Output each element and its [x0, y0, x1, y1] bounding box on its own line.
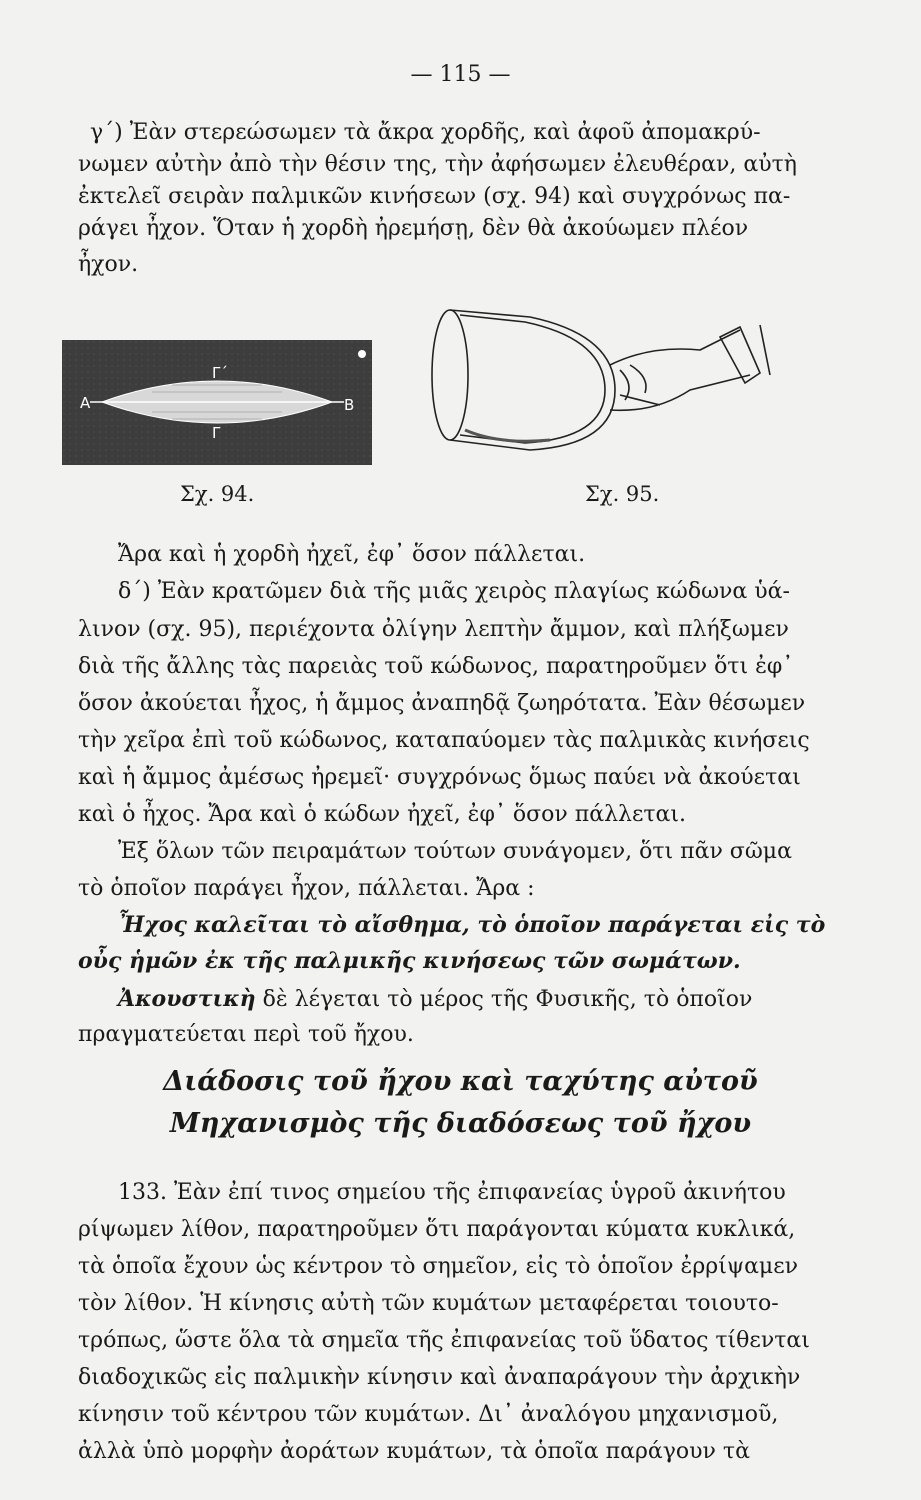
definition-line: οὖς ἡμῶν ἐκ τῆς παλμικῆς κινήσεως τῶν σωμάτων. — [78, 948, 741, 974]
text-line: Ἄρα καὶ ἡ χορδὴ ἠχεῖ, ἐφ᾽ ὅσον πάλλεται. — [118, 542, 586, 567]
text-line: ἦχον. — [78, 252, 139, 277]
figure-95-glass-bell — [420, 295, 780, 465]
text-rest: δὲ λέγεται τὸ μέρος τῆς Φυσικῆς, τὸ ὁποῖον — [255, 987, 753, 1012]
text-line: τὸ ὁποῖον παράγει ἦχον, πάλλεται. Ἄρα : — [78, 876, 535, 901]
figure-95-caption: Σχ. 95. — [585, 482, 660, 506]
text-line: λινον (σχ. 95), περιέχοντα ὀλίγην λεπτὴν ἄμμον, καὶ πλήξωμεν — [78, 617, 789, 642]
text-line: ρίψωμεν λίθον, παρατηροῦμεν ὅτι παράγονται κύματα κυκλικά, — [78, 1217, 796, 1242]
text-line: τὴν χεῖρα ἐπὶ τοῦ κώδωνος, καταπαύομεν τὰς παλμικὰς κινήσεις — [78, 728, 810, 753]
label-g-bottom: Γ — [212, 424, 221, 442]
text-line: ἀλλὰ ὑπὸ μορφὴν ἀοράτων κυμάτων, τὰ ὁποῖα παράγουν τὰ — [78, 1439, 750, 1464]
heading-line: Μηχανισμὸς τῆς διαδόσεως τοῦ ἤχου — [169, 1108, 752, 1139]
text-line: διαδοχικῶς εἰς παλμικὴν κίνησιν καὶ ἀναπαράγουν τὴν ἀρχικὴν — [78, 1365, 801, 1390]
text-line: ράγει ἦχον. Ὅταν ἡ χορδὴ ἠρεμήσῃ, δὲν θὰ ἀκούωμεν πλέον — [78, 216, 749, 241]
text-line: κίνησιν τοῦ κέντρου τῶν κυμάτων. Δι᾽ ἀναλόγου μηχανισμοῦ, — [78, 1402, 779, 1427]
text-line: γ΄) Ἐὰν στερεώσωμεν τὰ ἄκρα χορδῆς, καὶ ἀφοῦ ἀπομακρύ- — [90, 120, 761, 145]
heading-line: Διάδοσις τοῦ ἤχου καὶ ταχύτης αὐτοῦ — [163, 1066, 758, 1097]
text-line: δ΄) Ἐὰν κρατῶμεν διὰ τῆς μιᾶς χειρὸς πλαγίως κώδωνα ὑά- — [118, 579, 790, 604]
text-line: καὶ ἡ ἄμμος ἀμέσως ἠρεμεῖ· συγχρόνως ὅμως παύει νὰ ἀκούεται — [78, 765, 801, 790]
text-line: ἐκτελεῖ σειρὰν παλμικῶν κινήσεων (σχ. 94) καὶ συγχρόνως πα- — [78, 184, 791, 209]
label-b: Β — [344, 396, 355, 414]
figure-94-vibrating-string — [62, 340, 372, 465]
definition-line: Ἦχος καλεῖται τὸ αἴσθημα, τὸ ὁποῖον παράγεται εἰς τὸ — [118, 912, 826, 938]
text-line: τὰ ὁποῖα ἔχουν ὡς κέντρον τὸ σημεῖον, εἰς τὸ ὁποῖον ἐρρίψαμεν — [78, 1254, 799, 1279]
text-line: Ἐξ ὅλων τῶν πειραμάτων τούτων συνάγομεν, ὅτι πᾶν σῶμα — [118, 839, 792, 864]
string-diagram — [62, 340, 372, 465]
term-acoustics: Ἀκουστικὴ — [118, 986, 256, 1012]
text-line: τὸν λίθον. Ἡ κίνησις αὐτὴ τῶν κυμάτων μεταφέρεται τοιουτο- — [78, 1291, 779, 1316]
bell-diagram — [420, 295, 780, 465]
text-line: διὰ τῆς ἄλλης τὰς παρειὰς τοῦ κώδωνος, παρατηροῦμεν ὅτι ἐφ᾽ — [78, 654, 794, 679]
text-line — [118, 984, 878, 1015]
figure-94-caption: Σχ. 94. — [180, 482, 255, 506]
text-line: καὶ ὁ ἦχος. Ἄρα καὶ ὁ κώδων ἠχεῖ, ἐφ᾽ ὅσον πάλλεται. — [78, 802, 687, 827]
page-number: — 115 — — [410, 62, 511, 87]
text-line: ὅσον ἀκούεται ἦχος, ἡ ἄμμος ἀναπηδᾷ ζωηρότατα. Ἐὰν θέσωμεν — [78, 691, 806, 716]
text-line: πραγματεύεται περὶ τοῦ ἤχου. — [78, 1022, 414, 1047]
text-line: 133. Ἐὰν ἐπί τινος σημείου τῆς ἐπιφανείας ὑγροῦ ἀκινήτου — [118, 1180, 786, 1205]
text-line: νωμεν αὐτὴν ἀπὸ τὴν θέσιν της, τὴν ἀφήσωμεν ἐλευθέραν, αὐτὴ — [78, 152, 797, 177]
label-a: Α — [80, 394, 91, 412]
text-line: τρόπως, ὥστε ὅλα τὰ σημεῖα τῆς ἐπιφανείας τοῦ ὕδατος τίθενται — [78, 1328, 810, 1353]
label-g-top: Γ΄ — [212, 364, 228, 382]
